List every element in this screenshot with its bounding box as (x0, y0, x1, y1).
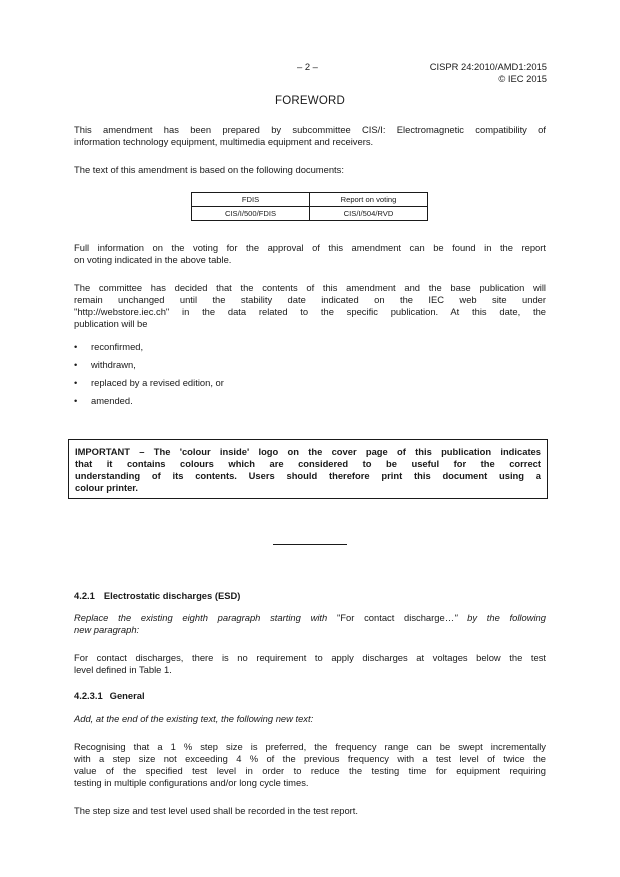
doc-ref: CISPR 24:2010/AMD1:2015 (429, 61, 547, 72)
voting-line-2: on voting indicated in the above table. (74, 254, 232, 265)
copyright: © IEC 2015 (498, 72, 547, 84)
intro-paragraph (74, 124, 546, 148)
list-item-text: withdrawn, (91, 359, 136, 370)
section-number: 4.2.3.1 (74, 690, 103, 701)
committee-line-4: publication will be (74, 318, 148, 329)
table-header-row (192, 193, 428, 207)
important-line-3: understanding of its contents. Users should therefore print this document using a (75, 470, 541, 481)
body-line-2: with a step size not exceeding 4 % of the previous frequency with a test level of twice the (74, 753, 546, 764)
instruction-4-2-1 (74, 612, 546, 636)
closing-paragraph: The step size and test level used shall be recorded in the test report. (74, 805, 359, 816)
important-line-2: that it contains colours which are considered to be useful for the correct (75, 458, 541, 469)
body-4-2-3-1 (74, 741, 546, 789)
intro-line-1: This amendment has been prepared by subcommittee CIS/I: Electromagnetic compatibility of (74, 124, 546, 135)
instruction-line-1 (74, 612, 546, 624)
table-header-report: Report on voting (310, 193, 428, 207)
list-item-text: reconfirmed, (91, 341, 144, 352)
list-item-text: amended. (91, 395, 133, 406)
important-line-4: colour printer. (75, 482, 139, 493)
bullet-icon: • (74, 359, 78, 370)
instruction-text: Replace the existing eighth paragraph starting with (74, 612, 337, 623)
voting-info-paragraph (74, 242, 546, 266)
quoted-text: "For contact discharge… (336, 612, 455, 623)
section-title: General (109, 690, 145, 701)
section-heading-4-2-3-1 (74, 690, 145, 702)
bullet-icon: • (74, 377, 78, 388)
intro-line-2: information technology equipment, multimedia equipment and receivers. (74, 136, 374, 147)
section-number: 4.2.1 (74, 590, 95, 601)
body-line-4: testing in multiple configurations and/or long cycle times. (74, 777, 309, 788)
body-line-1: For contact discharges, there is no requirement to apply discharges at voltages below the test (74, 652, 546, 663)
document-reference (430, 61, 547, 84)
section-heading-4-2-1 (74, 590, 240, 602)
body-line-3: value of the specified test level in order to reduce the testing time for equipment requiring (74, 765, 546, 776)
docs-intro: The text of this amendment is based on the following documents: (74, 164, 344, 175)
important-line-1: IMPORTANT – The 'colour inside' logo on the cover page of this publication indicates (75, 446, 541, 457)
table-header-fdis: FDIS (192, 193, 310, 207)
table-cell-rvd: CIS/I/504/RVD (310, 207, 428, 221)
list-item-text: replaced by a revised edition, or (91, 377, 224, 388)
page-number: – 2 – (297, 61, 318, 72)
page-title: FOREWORD (275, 95, 345, 107)
documents-table (191, 192, 428, 221)
body-line-2: level defined in Table 1. (74, 664, 172, 675)
instruction-line-2: new paragraph: (74, 624, 140, 635)
table-row (192, 207, 428, 221)
important-notice-box (68, 439, 548, 499)
bullet-icon: • (74, 395, 78, 406)
committee-line-3: "http://webstore.iec.ch" in the data related to the specific publication. At this date, the (74, 306, 546, 317)
section-title: Electrostatic discharges (ESD) (103, 590, 241, 601)
section-divider (273, 544, 347, 545)
body-line-1: Recognising that a 1 % step size is preferred, the frequency range can be swept incrementally (74, 741, 546, 752)
instruction-4-2-3-1: Add, at the end of the existing text, the following new text: (74, 713, 314, 724)
voting-line-1: Full information on the voting for the approval of this amendment can be found in the report (74, 242, 546, 253)
instruction-text: " by the following (454, 612, 546, 623)
body-4-2-1 (74, 652, 546, 676)
committee-paragraph (74, 282, 546, 330)
committee-line-2: remain unchanged until the stability date indicated on the IEC web site under (74, 294, 546, 305)
committee-line-1: The committee has decided that the contents of this amendment and the base publication will (74, 282, 546, 293)
bullet-icon: • (74, 341, 78, 352)
table-cell-fdis: CIS/I/500/FDIS (192, 207, 310, 221)
